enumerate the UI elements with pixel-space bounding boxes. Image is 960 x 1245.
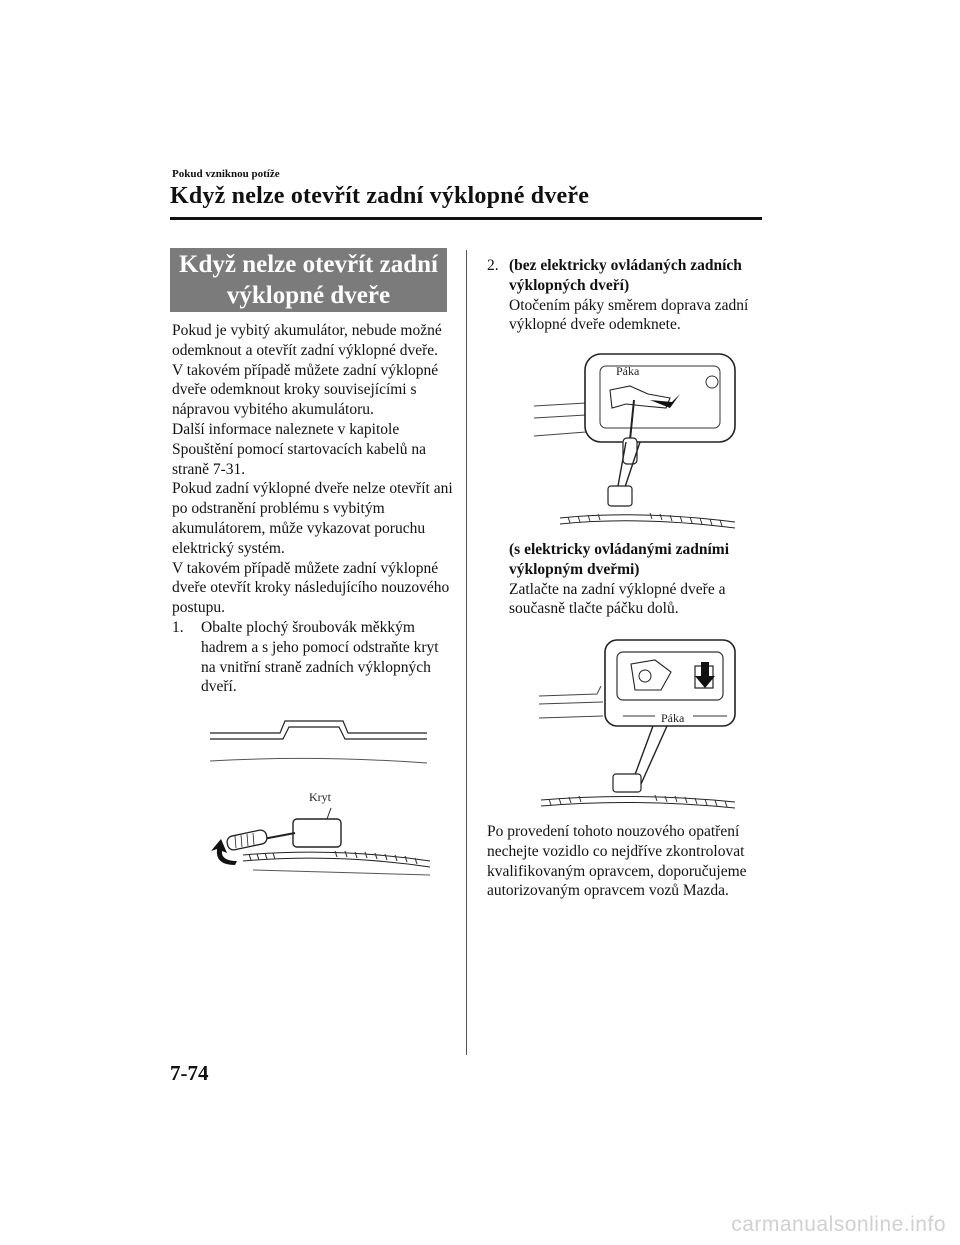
figure2-label: Páka: [616, 364, 640, 378]
section-banner: [170, 248, 447, 312]
banner-line-1: Když nelze otevřít zadní: [179, 251, 438, 278]
page-title: Když nelze otevřít zadní výklopné dveře: [170, 183, 590, 209]
watermark: carmanualsonline.info: [731, 1213, 946, 1236]
banner-line-2: výklopné dveře: [226, 282, 391, 309]
step-2-heading: (bez elektricky ovládaných zadních výklopných dveří): [509, 257, 742, 294]
step-2-text: Otočením páky směrem doprava zadní výklopné dveře odemknete.: [509, 296, 749, 334]
page-number: 7-74: [170, 1061, 209, 1085]
step-1-number: 1.: [172, 618, 184, 636]
step-2-number: 2.: [487, 257, 499, 274]
figure1-label: Kryt: [309, 790, 331, 804]
paragraph: Další informace naleznete v kapitole Spouštění pomocí startovacích kabelů na straně 7-31.: [172, 420, 426, 478]
paragraph: Pokud je vybitý akumulátor, nebude možné odemknout a otevřít zadní výklopné dveře.: [172, 322, 442, 359]
closing-paragraph: Po provedení tohoto nouzového opatření nechejte vozidlo co nejdříve zkontrolovat kvalifikovaným opravcem, doporučujeme autorizovaným opravcem vozů Mazda.: [487, 823, 747, 900]
electric-text: Zatlačte na zadní výklopné dveře a současně tlačte páčku dolů.: [509, 580, 726, 618]
figure-remove-cover: [205, 715, 435, 880]
electric-variant: [509, 540, 767, 619]
figure-lever-manual: [530, 350, 740, 530]
left-column-text: [172, 321, 457, 697]
title-rule: [170, 217, 762, 220]
paragraph: Pokud zadní výklopné dveře nelze otevřít ani po odstranění problému s vybitým akumulátorem, může vykazovat poruchu elektrický systém.: [172, 480, 453, 557]
step-1: [172, 618, 457, 697]
step-1-text: Obalte plochý šroubovák měkkým hadrem a s jeho pomocí odstraňte kryt na vnitřní straně zadních výklopných dveří.: [201, 618, 439, 696]
electric-heading: (s elektricky ovládanými zadními výklopným dveřmi): [509, 541, 730, 578]
section-label: Pokud vzniknou potíže: [172, 168, 280, 180]
step-2: [487, 256, 767, 335]
figure-lever-power: [535, 638, 745, 810]
column-divider: [466, 250, 467, 1055]
paragraph: V takovém případě můžete zadní výklopné dveře odemknout kroky souvisejícími s nápravou vybitého akumulátoru.: [172, 361, 439, 419]
paragraph: V takovém případě můžete zadní výklopné dveře otevřít kroky následujícího nouzového postupu.: [172, 559, 450, 617]
figure3-label: Páka: [661, 711, 685, 725]
